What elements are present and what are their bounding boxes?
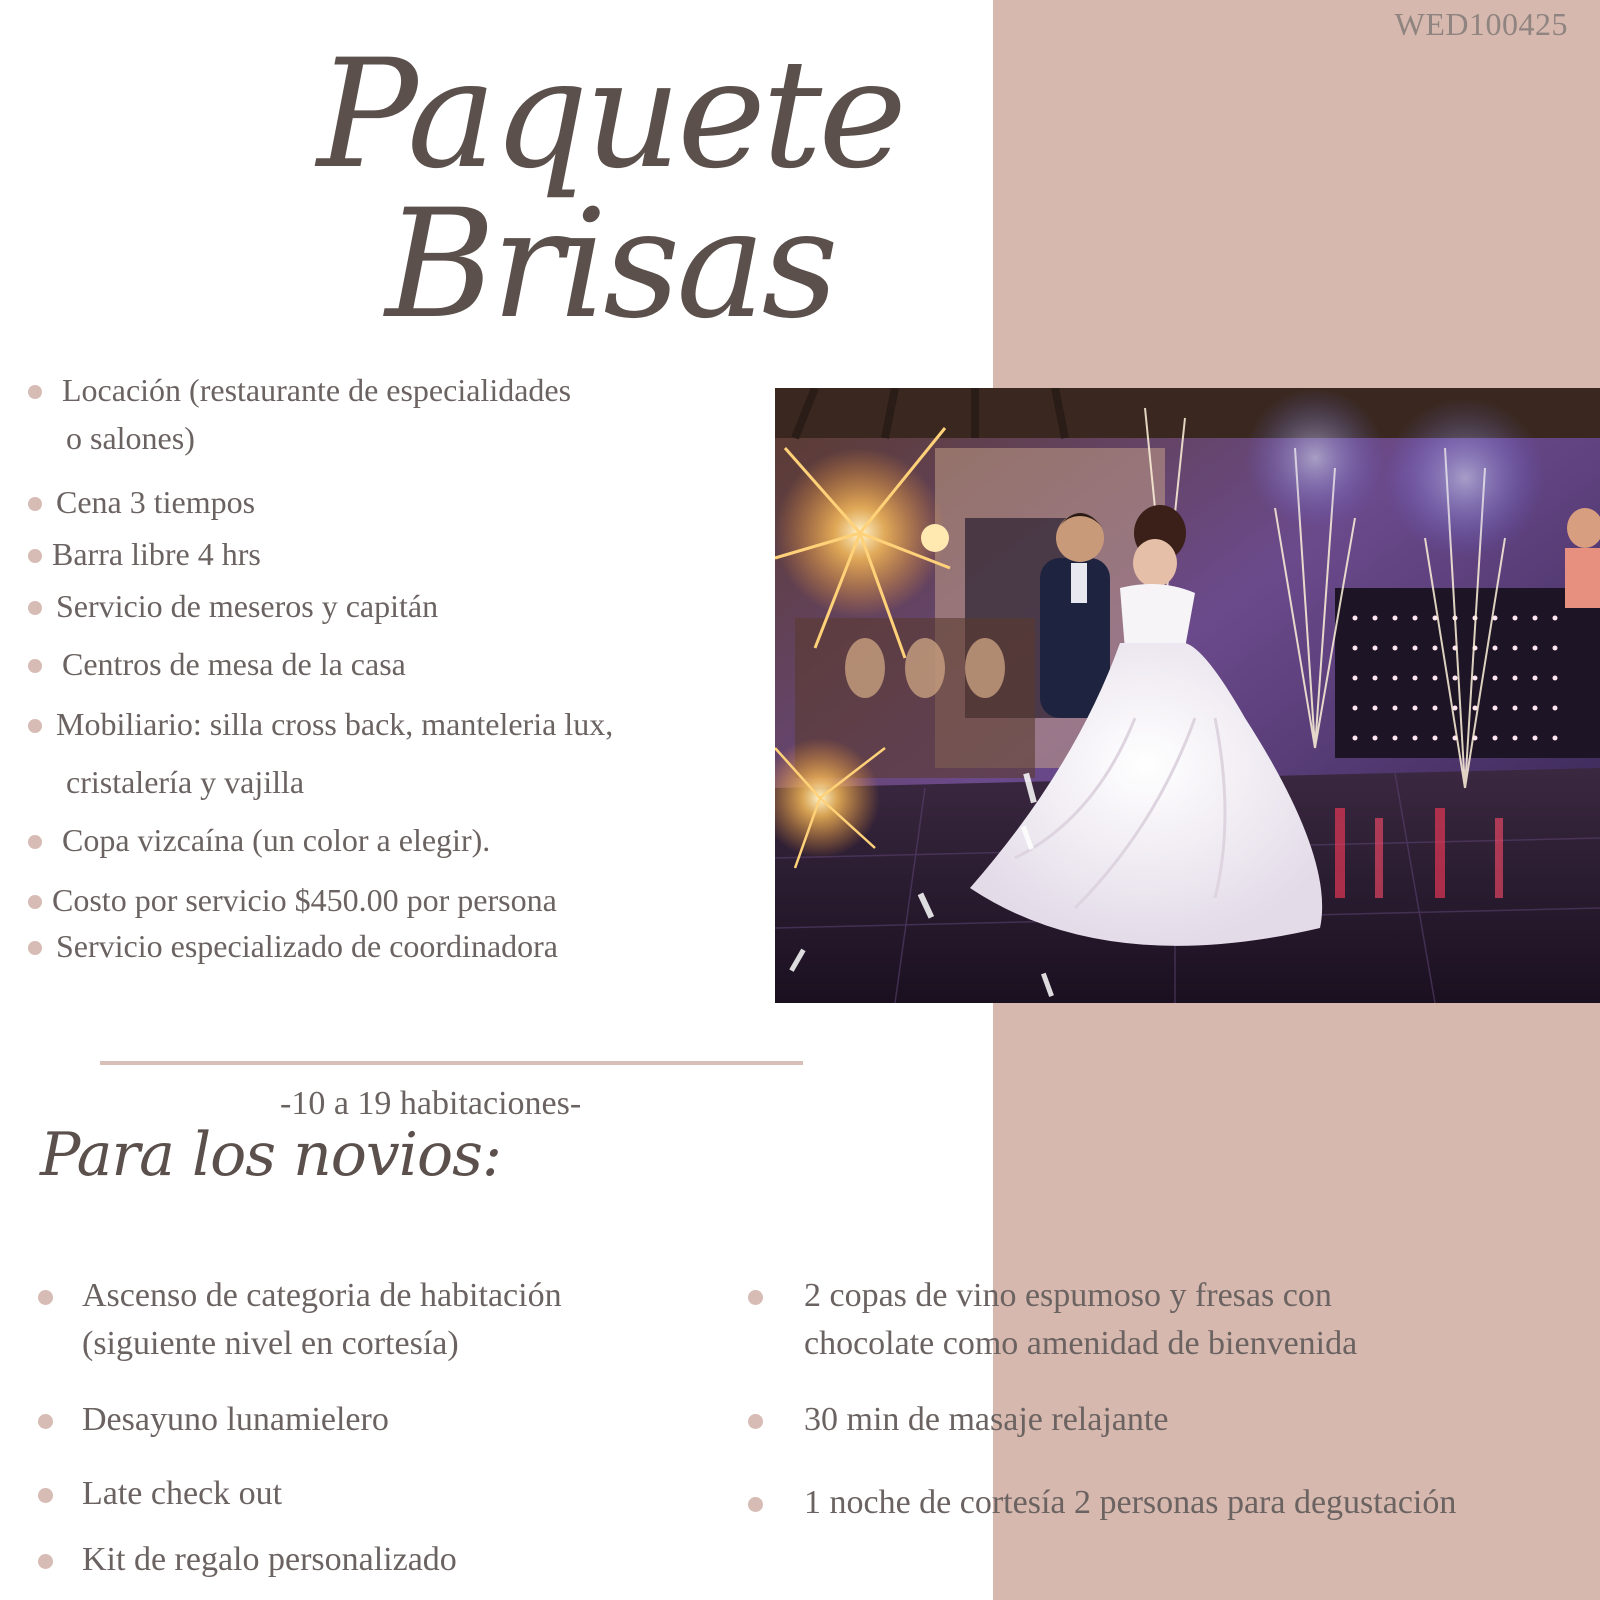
list-item: Barra libre 4 hrs (28, 536, 261, 573)
bullet-icon (28, 601, 42, 615)
list-item: Centros de mesa de la casa (28, 646, 406, 683)
section-divider (100, 1061, 803, 1065)
list-item: Desayuno lunamielero (38, 1396, 678, 1444)
list-item: Cena 3 tiempos (28, 484, 255, 521)
list-item: Servicio especializado de coordinadora (28, 928, 558, 965)
bullet-icon (38, 1414, 53, 1429)
list-item: 30 min de masaje relajante (748, 1396, 1588, 1444)
package-code: WED100425 (1394, 6, 1568, 42)
list-item: Servicio de meseros y capitán (28, 588, 438, 625)
bullet-icon (748, 1290, 763, 1305)
bullet-icon (38, 1488, 53, 1503)
bullet-icon (748, 1414, 763, 1429)
list-item: 2 copas de vino espumoso y fresas con chocolate como amenidad de bienvenida (748, 1272, 1588, 1368)
bullet-icon (28, 497, 42, 511)
bullet-icon (28, 835, 42, 849)
bullet-icon (28, 659, 42, 673)
wedding-dance-photo (775, 388, 1600, 1003)
bullet-icon (28, 719, 42, 733)
list-item: Locación (restaurante de especialidades o salones) (28, 372, 571, 409)
list-item: Mobiliario: silla cross back, manteleria lux, cristalería y vajilla (28, 706, 613, 743)
inclusions-list (28, 0, 768, 1000)
bullet-icon (38, 1290, 53, 1305)
couple-section-heading: Para los novios: (40, 1120, 502, 1190)
bullet-icon (28, 549, 42, 563)
list-item: Late check out (38, 1470, 678, 1518)
bullet-icon (28, 385, 42, 399)
list-item: Copa vizcaína (un color a elegir). (28, 822, 490, 859)
list-item: Kit de regalo personalizado (38, 1536, 678, 1584)
bullet-icon (28, 895, 42, 909)
list-item: Ascenso de categoria de habitación (siguiente nivel en cortesía) (38, 1272, 678, 1368)
bullet-icon (28, 941, 42, 955)
list-item: Costo por servicio $450.00 por persona (28, 882, 557, 919)
rooms-range-label: -10 a 19 habitaciones- (280, 1085, 582, 1122)
bullet-icon (38, 1554, 53, 1569)
bullet-icon (748, 1497, 763, 1512)
wedding-photo-illustration (775, 388, 1600, 1003)
page-title: Paquete Brisas (316, 28, 904, 352)
list-item: 1 noche de cortesía 2 personas para degustación (748, 1479, 1588, 1527)
